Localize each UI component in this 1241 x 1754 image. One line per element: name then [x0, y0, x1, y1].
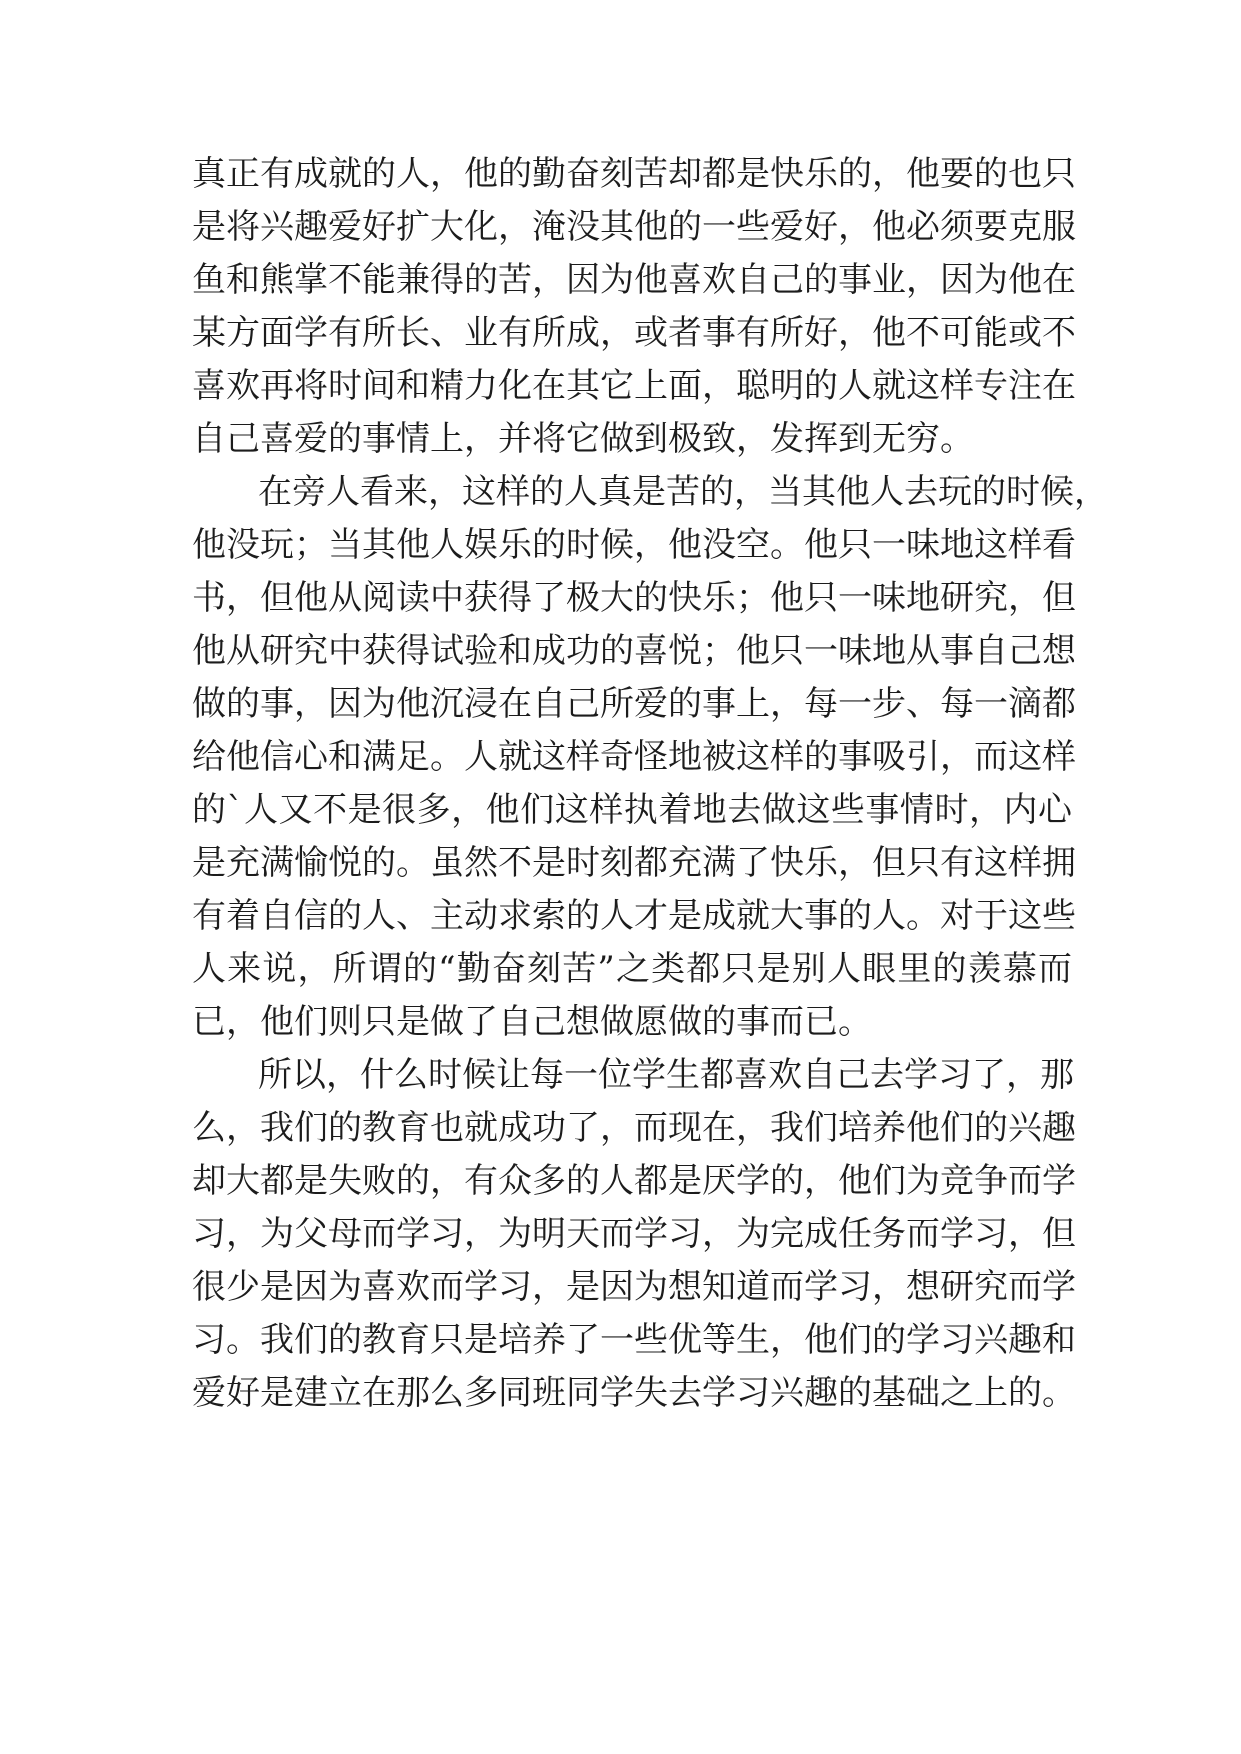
text-line: 却大都是失败的，有众多的人都是厌学的，他们为竞争而学 — [192, 1161, 1076, 1201]
text-line: 有着自信的人、主动求索的人才是成就大事的人。对于这些 — [192, 896, 1076, 936]
text-line: 喜欢再将时间和精力化在其它上面，聪明的人就这样专注在 — [192, 366, 1076, 406]
text-line: 书，但他从阅读中获得了极大的快乐；他只一味地研究，但 — [192, 578, 1076, 618]
text-line: 真正有成就的人，他的勤奋刻苦却都是快乐的，他要的也只 — [192, 154, 1076, 194]
text-line: 鱼和熊掌不能兼得的苦，因为他喜欢自己的事业，因为他在 — [192, 260, 1076, 300]
text-line: 很少是因为喜欢而学习，是因为想知道而学习，想研究而学 — [192, 1267, 1076, 1307]
text-line: 么，我们的教育也就成功了，而现在，我们培养他们的兴趣 — [192, 1108, 1076, 1148]
text-line: 在旁人看来，这样的人真是苦的，当其他人去玩的时候， — [258, 472, 1108, 512]
text-line: 是将兴趣爱好扩大化，淹没其他的一些爱好，他必须要克服 — [192, 207, 1076, 247]
text-line: 习。我们的教育只是培养了一些优等生，他们的学习兴趣和 — [192, 1320, 1076, 1360]
text-line: 爱好是建立在那么多同班同学失去学习兴趣的基础之上的。 — [192, 1373, 1076, 1413]
text-line: 给他信心和满足。人就这样奇怪地被这样的事吸引，而这样 — [192, 737, 1076, 777]
text-line: 某方面学有所长、业有所成，或者事有所好，他不可能或不 — [192, 313, 1076, 353]
text-line: 的`人又不是很多，他们这样执着地去做这些事情时，内心 — [192, 790, 1072, 830]
text-line: 他从研究中获得试验和成功的喜悦；他只一味地从事自己想 — [192, 631, 1076, 671]
text-line: 习，为父母而学习，为明天而学习，为完成任务而学习，但 — [192, 1214, 1076, 1254]
text-line: 已，他们则只是做了自己想做愿做的事而已。 — [192, 1002, 872, 1042]
text-line: 自己喜爱的事情上，并将它做到极致，发挥到无穷。 — [192, 419, 974, 459]
text-line: 是充满愉悦的。虽然不是时刻都充满了快乐，但只有这样拥 — [192, 843, 1076, 883]
text-line: 所以，什么时候让每一位学生都喜欢自己去学习了，那 — [258, 1055, 1074, 1095]
text-line: 他没玩；当其他人娱乐的时候，他没空。他只一味地这样看 — [192, 525, 1076, 565]
text-line: 人来说，所谓的“勤奋刻苦”之类都只是别人眼里的羡慕而 — [192, 949, 1072, 989]
text-line: 做的事，因为他沉浸在自己所爱的事上，每一步、每一滴都 — [192, 684, 1076, 724]
